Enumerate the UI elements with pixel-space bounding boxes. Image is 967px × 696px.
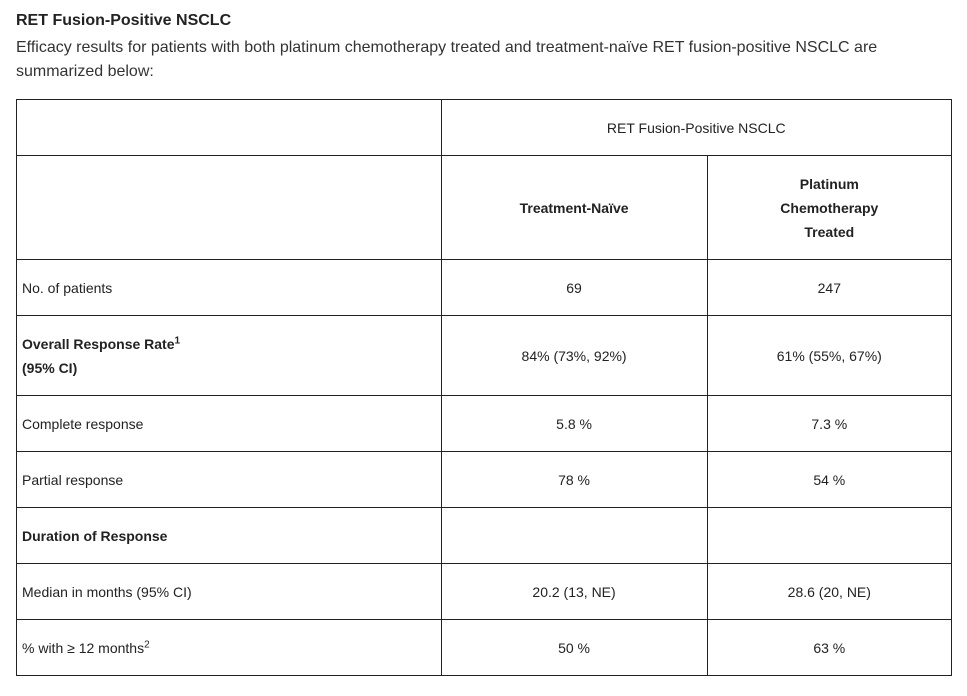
cell-value: 7.3 %: [707, 396, 951, 452]
intro-paragraph: Efficacy results for patients with both platinum chemotherapy treated and treatment-naïve RET fusion-positive NSCLC are summarized below:: [16, 39, 878, 80]
table-row: [17, 620, 952, 676]
group-header: RET Fusion-Positive NSCLC: [441, 100, 951, 156]
row-label: Median in months (95% CI): [17, 564, 442, 620]
cell-value: 50 %: [441, 620, 707, 676]
empty-cell: [707, 508, 951, 564]
row-label: Complete response: [17, 396, 442, 452]
cell-value: 28.6 (20, NE): [707, 564, 951, 620]
cell-value: 61% (55%, 67%): [707, 316, 951, 396]
cell-value: 247: [707, 260, 951, 316]
footnote-marker: 2: [144, 638, 150, 650]
row-label-text: (95% CI): [22, 359, 78, 376]
col-header-platinum-line: Treated: [804, 223, 855, 240]
cell-value: 63 %: [707, 620, 951, 676]
col-header-treatment-naive: Treatment-Naïve: [441, 156, 707, 260]
row-label: [17, 620, 442, 676]
table-row: [17, 100, 952, 156]
cell-value: 54 %: [707, 452, 951, 508]
row-label-text: % with ≥ 12 months: [22, 639, 145, 656]
row-label-text: Overall Response Rate: [22, 335, 175, 352]
col-header-platinum-line: Platinum: [799, 175, 859, 192]
cell-value: 5.8 %: [441, 396, 707, 452]
empty-cell: [441, 508, 707, 564]
table-row: [17, 452, 952, 508]
section-heading: RET Fusion-Positive NSCLC: [16, 12, 232, 29]
row-label: Duration of Response: [17, 508, 442, 564]
cell-value: 69: [441, 260, 707, 316]
table-row: [17, 508, 952, 564]
empty-cell: [17, 100, 442, 156]
col-header-platinum: [707, 156, 951, 260]
col-header-platinum-line: Chemotherapy: [780, 199, 879, 216]
table-row: [17, 564, 952, 620]
footnote-marker: 1: [174, 334, 181, 346]
row-label: [17, 316, 442, 396]
cell-value: 84% (73%, 92%): [441, 316, 707, 396]
table-row: [17, 260, 952, 316]
row-label: Partial response: [17, 452, 442, 508]
table-row: [17, 156, 952, 260]
row-label: No. of patients: [17, 260, 442, 316]
cell-value: 78 %: [441, 452, 707, 508]
cell-value: 20.2 (13, NE): [441, 564, 707, 620]
table-row: [17, 396, 952, 452]
efficacy-table: [16, 99, 952, 676]
empty-cell: [17, 156, 442, 260]
table-row: [17, 316, 952, 396]
